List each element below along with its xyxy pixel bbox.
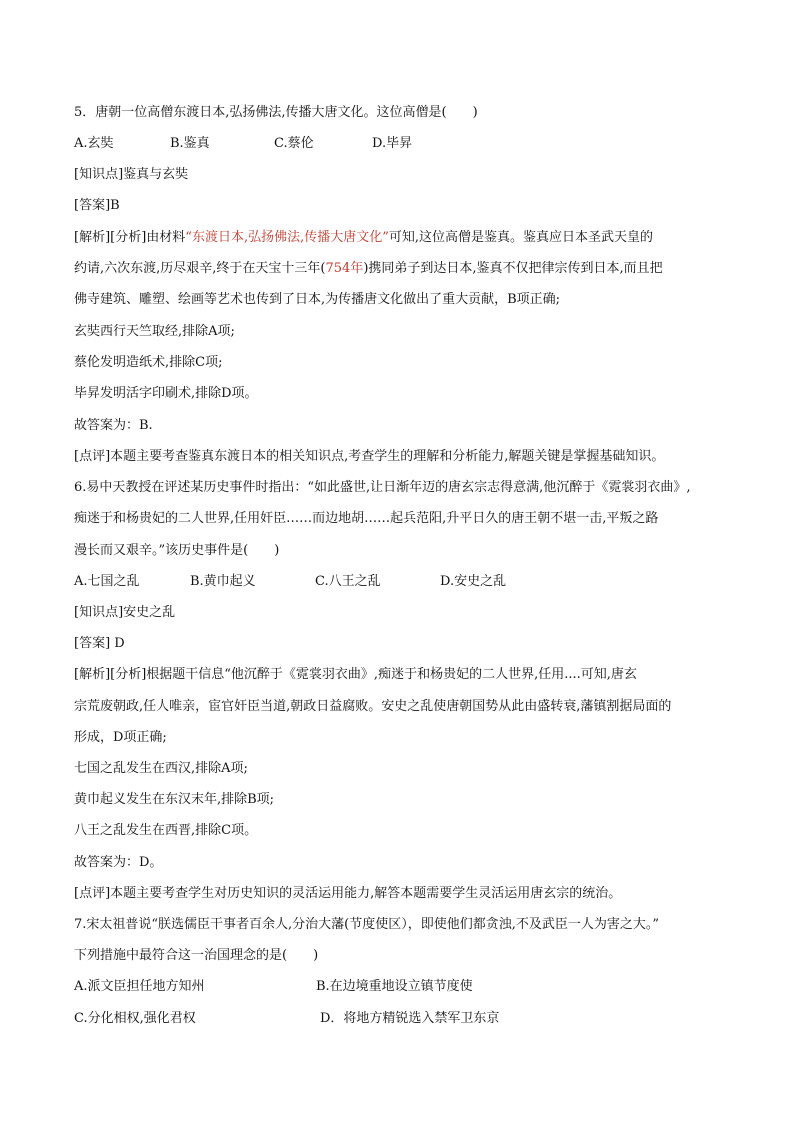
q6-exclude-b: 黄巾起义发生在东汉末年,排除B项; (74, 792, 275, 807)
q5-option-b: B.鉴真 (170, 136, 210, 151)
q5-analysis-line-3: 佛寺建筑、雕塑、绘画等艺术也传到了日本,为传播唐文化做出了重大贡献，B项正确; (74, 292, 561, 307)
q7-option-d: D．将地方精锐选入禁军卫东京 (320, 1011, 500, 1026)
q5-options (74, 135, 714, 153)
q5-exclude-c: 蔡伦发明造纸术,排除C项; (74, 355, 223, 370)
q5-quote: “东渡日本,弘扬佛法,传播大唐文化” (185, 230, 389, 245)
q6-option-d: D.安史之乱 (440, 574, 507, 589)
q7-stem-line-2: 下列措施中最符合这一治国理念的是( ) (74, 948, 319, 963)
q6-analysis-line-2: 宗荒废朝政,任人唯亲，宦官奸臣当道,朝政日益腐败。安史之乱使唐朝国势从此由盛转衰,藩镇割据局面的 (74, 699, 672, 714)
q6-analysis-line-1: [解析][分析]根据题干信息“他沉醉于《霓裳羽衣曲》,痴迷于和杨贵妃的二人世界,任用....可知,唐玄 (74, 667, 637, 682)
q5-exclude-a: 玄奘西行天竺取经,排除A项; (74, 324, 235, 339)
q5-year: 754年 (325, 261, 364, 276)
q6-knowledge-point: [知识点]安史之乱 (74, 605, 176, 620)
q6-exclude-c: 八王之乱发生在西晋,排除C项。 (74, 823, 258, 838)
q6-stem-line-2: 痴迷于和杨贵妃的二人世界,任用奸臣……而边地胡……起兵范阳,升平日久的唐王朝不堪一击,平叛之路 (74, 511, 659, 526)
q6-comment: [点评]本题主要考查学生对历史知识的灵活运用能力,解答本题需要学生灵活运用唐玄宗的统治。 (74, 886, 622, 901)
q5-analysis-line-2: 约请,六次东渡,历尽艰辛,终于在天宝十三年(754年)携同弟子到达日本,鉴真不仅把律宗传到日本,而且把 (74, 261, 663, 276)
q5-stem: 5．唐朝一位高僧东渡日本,弘扬佛法,传播大唐文化。这位高僧是( ) (74, 105, 478, 120)
q6-option-b: B.黄巾起义 (190, 574, 256, 589)
q6-answer: [答案] D (74, 636, 125, 651)
q7-options-row-1 (74, 978, 714, 996)
q5-answer: [答案]B (74, 198, 120, 213)
q5-option-c: C.蔡伦 (274, 136, 314, 151)
q7-option-c: C.分化相权,强化君权 (74, 1011, 196, 1026)
q5-comment: [点评]本题主要考查鉴真东渡日本的相关知识点,考查学生的理解和分析能力,解题关键是掌握基础知识。 (74, 449, 665, 464)
q7-options-row-2 (74, 1010, 714, 1028)
q6-exclude-a: 七国之乱发生在西汉,排除A项; (74, 761, 248, 776)
q7-option-a: A.派文臣担任地方知州 (74, 979, 205, 994)
q6-option-a: A.七国之乱 (74, 574, 140, 589)
q7-stem-line-1: 7.宋太祖普说“朕选儒臣干事者百余人,分治大藩(节度使区），即使他们都贪浊,不及武臣一人为害之大。” (74, 917, 660, 932)
q6-conclusion: 故答案为：D。 (74, 855, 163, 870)
q7-option-b: B.在边境重地设立镇节度使 (316, 979, 473, 994)
q6-stem-line-3: 漫长而又艰辛。”该历史事件是( ) (74, 543, 280, 558)
q5-conclusion: 故答案为：B. (74, 418, 153, 433)
q5-knowledge-point: [知识点]鉴真与玄奘 (74, 167, 189, 182)
q5-option-a: A.玄奘 (74, 136, 114, 151)
q6-analysis-line-3: 形成，D项正确; (74, 730, 167, 745)
q6-options (74, 573, 714, 591)
q5-option-d: D.毕昇 (372, 136, 413, 151)
q5-exclude-d: 毕昇发明活字印刷术,排除D项。 (74, 386, 258, 401)
q6-stem-line-1: 6.易中天教授在评述某历史事件时指出：“如此盛世,让日渐年迈的唐玄宗志得意满,他沉醉于《霓裳羽衣曲》, (74, 480, 691, 495)
q6-option-c: C.八王之乱 (315, 574, 381, 589)
q5-analysis-line-1: [解析][分析]由材料“东渡日本,弘扬佛法,传播大唐文化”可知,这位高僧是鉴真。鉴真应日本圣武天皇的 (74, 230, 653, 245)
